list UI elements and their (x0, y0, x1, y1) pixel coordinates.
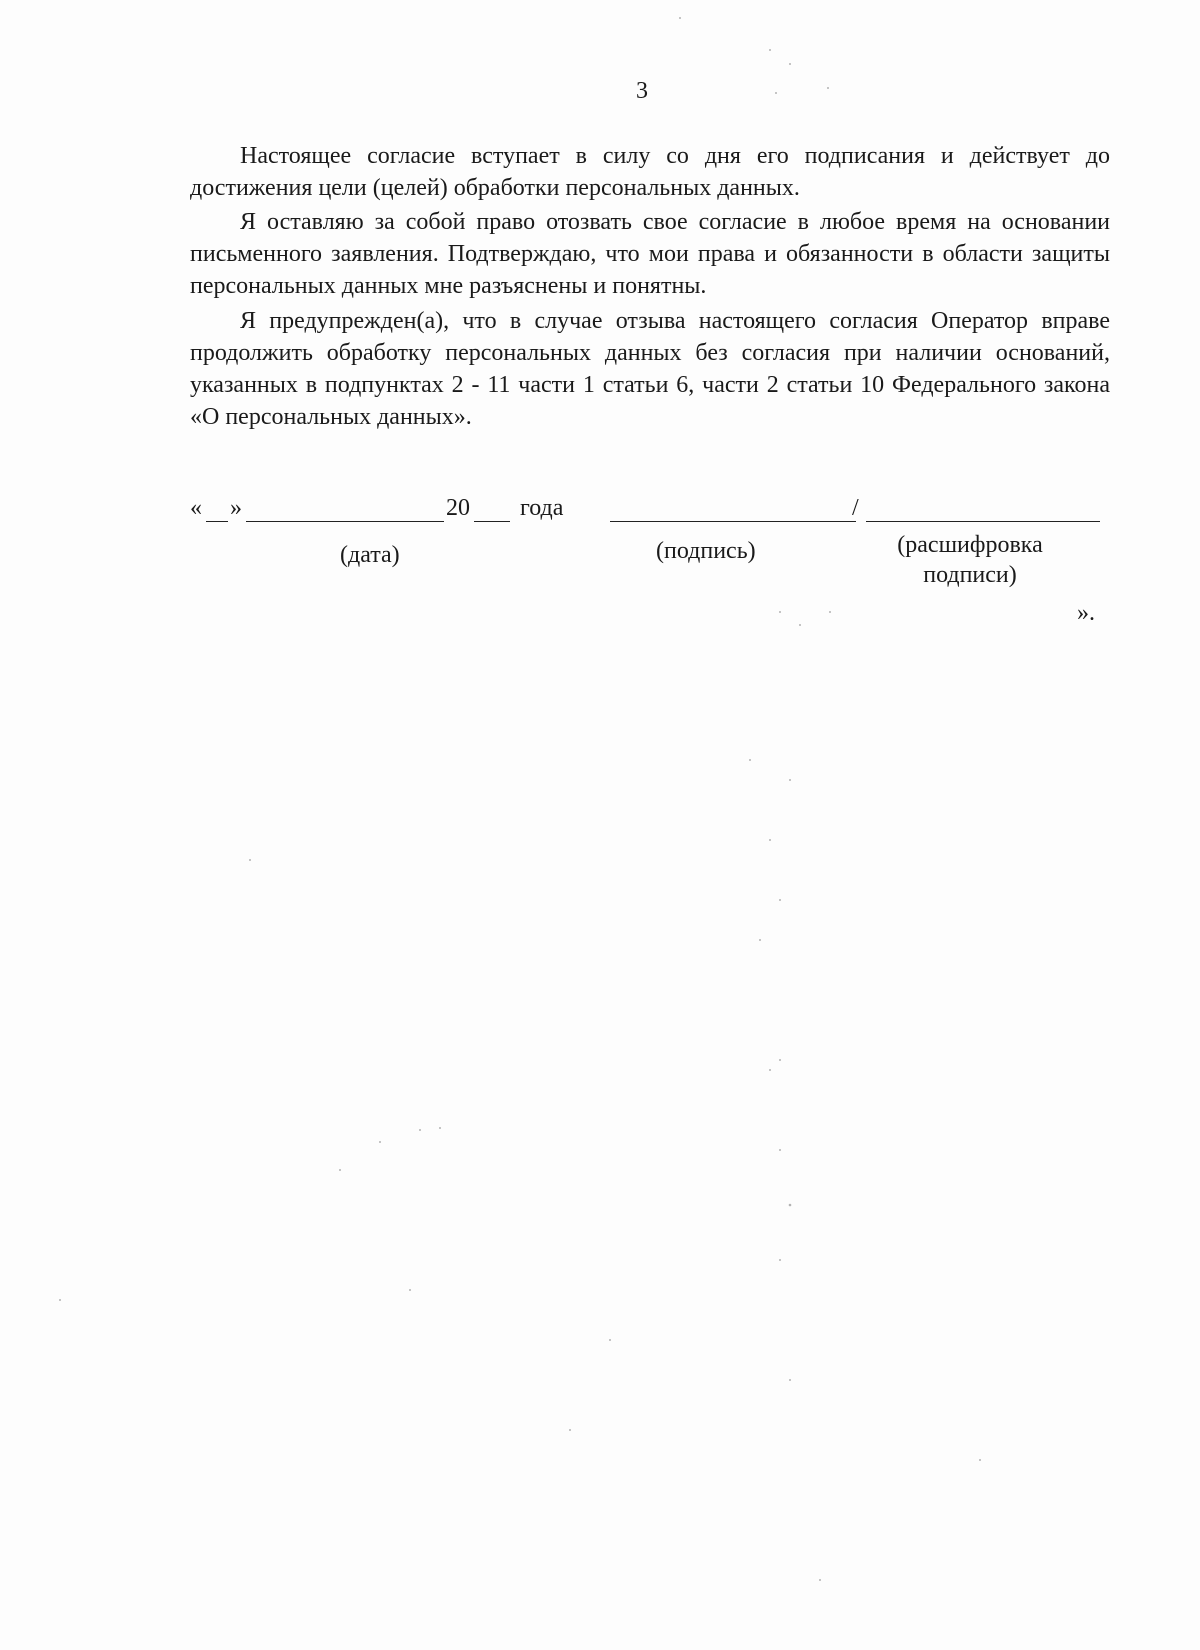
paragraph-validity: Настоящее согласие вступает в силу со дня его подписания и действует до достижения цели (целей) обработки персональных данных. (190, 143, 1110, 201)
signature-row (190, 495, 1110, 535)
signature-caption: (подпись) (656, 538, 756, 564)
open-quote: « (190, 495, 202, 521)
decoding-blank-line (866, 521, 1100, 522)
closing-quote-mark: ». (1077, 600, 1095, 626)
day-blank-line (206, 521, 228, 522)
paragraph-warning: Я предупрежден(а), что в случае отзыва настоящего согласия Оператор вправе продолжить обработку персональных данных без согласия при наличии оснований, указанных в подпунктах 2 - 11 части 1 статьи 6, части 2 статьи 10 Федерального закона «О персональных данных». (190, 308, 1110, 430)
decoding-caption-line-2: подписи) (923, 562, 1017, 588)
decoding-caption (880, 530, 1060, 590)
decoding-caption-line-1: (расшифровка (897, 532, 1043, 558)
page-number: 3 (636, 78, 648, 104)
signature-blank-line (610, 521, 856, 522)
date-caption: (дата) (340, 542, 400, 568)
year-blank-line (474, 521, 510, 522)
consent-text-body (190, 140, 1110, 433)
close-quote: » (230, 495, 242, 521)
month-blank-line (246, 521, 444, 522)
signature-slash: / (852, 495, 859, 521)
year-word: года (520, 495, 564, 521)
year-prefix: 20 (446, 495, 470, 521)
paragraph-revocation-right: Я оставляю за собой право отозвать свое согласие в любое время на основании письменного заявления. Подтверждаю, что мои права и обязанности в области защиты персональных данных мне разъяснены и понятны. (190, 209, 1110, 299)
